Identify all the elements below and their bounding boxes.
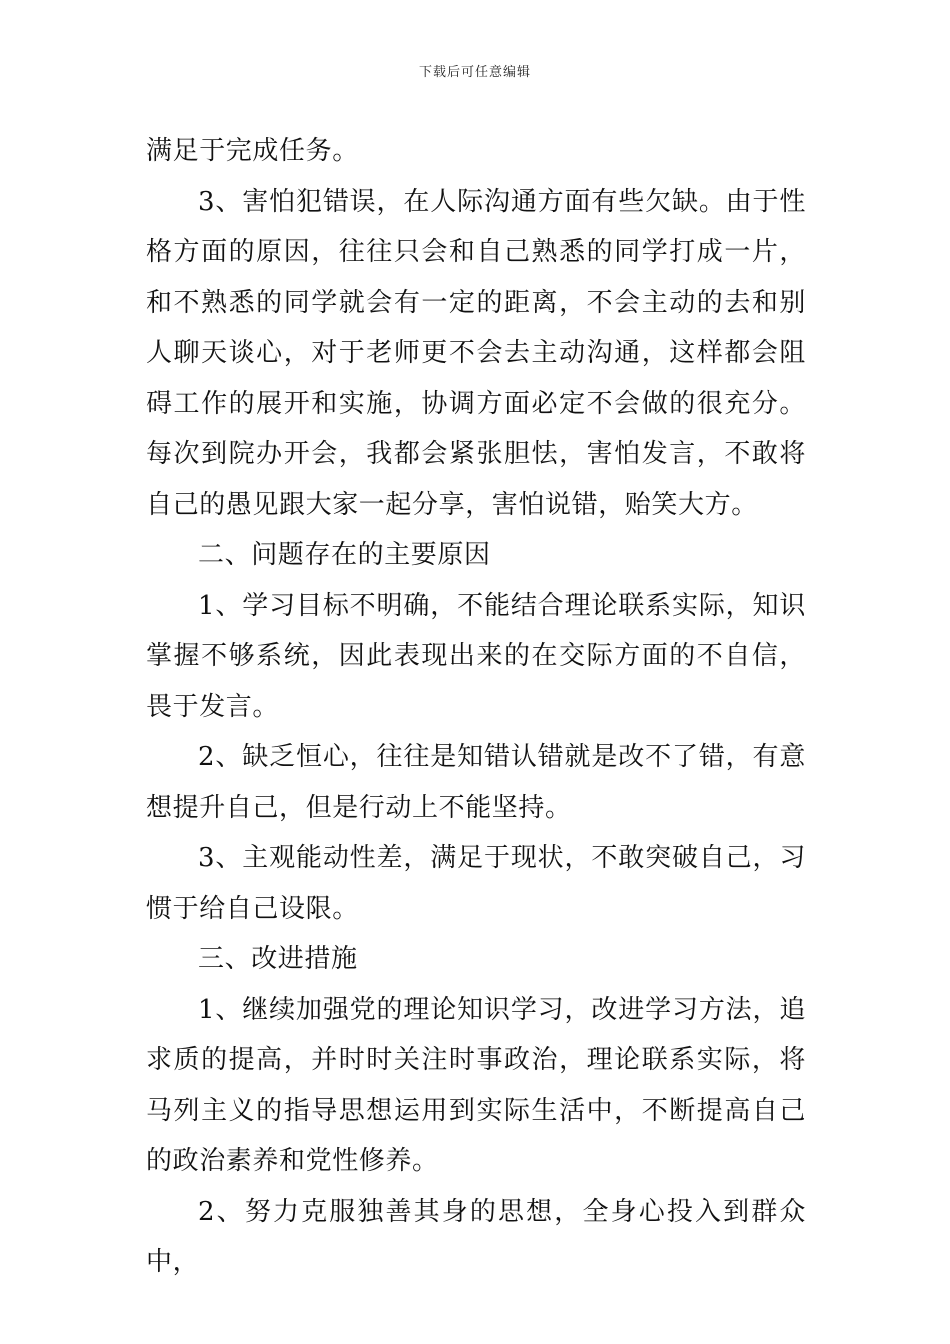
section-heading-causes: 二、问题存在的主要原因 — [198, 540, 491, 570]
paragraph-continuation: 满足于完成任务。 — [146, 136, 359, 166]
section-heading-measures: 三、改进措施 — [198, 944, 358, 974]
paragraph-point-3: 3、害怕犯错误，在人际沟通方面有些欠缺。由于性格方面的原因，往往只会和自己熟悉的同学打成一片，和不熟悉的同学就会有一定的距离，不会主动的去和别人聊天谈心，对于老师更不会去主动沟通，这样都会阻碍工作的展开和实施，协调方面必定不会做的很充分。每次到院办开会，我都会紧张胆怯，害怕发言，不敢将自己的愚见跟大家一起分享，害怕说错，贻笑大方。 — [146, 186, 806, 520]
document-body — [146, 126, 806, 1288]
paragraph-measure-1: 1、继续加强党的理论知识学习，改进学习方法，追求质的提高，并时时关注时事政治，理论联系实际，将马列主义的指导思想运用到实际生活中，不断提高自己的政治素养和党性修养。 — [146, 994, 806, 1176]
paragraph-cause-3: 3、主观能动性差，满足于现状，不敢突破自己，习惯于给自己设限。 — [146, 843, 806, 924]
paragraph-measure-2: 2、努力克服独善其身的思想，全身心投入到群众中， — [146, 1196, 806, 1277]
paragraph-cause-2: 2、缺乏恒心，往往是知错认错就是改不了错，有意想提升自己，但是行动上不能坚持。 — [146, 742, 806, 823]
page-header: 下载后可任意编辑 — [418, 65, 531, 80]
paragraph-cause-1: 1、学习目标不明确，不能结合理论联系实际，知识掌握不够系统，因此表现出来的在交际方面的不自信，畏于发言。 — [146, 590, 806, 722]
